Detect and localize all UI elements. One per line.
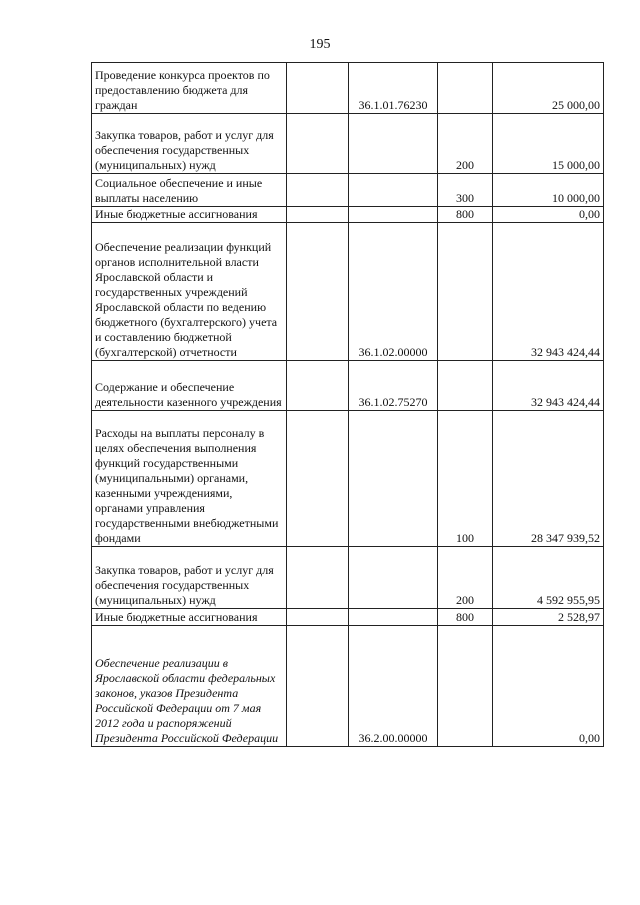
row-code: 36.1.01.76230	[349, 63, 438, 114]
row-name: Обеспечение реализации в Ярославской области федеральных законов, указов Президента Российской Федерации от 7 мая 2012 года и распоряжений Президента Российской Федерации	[92, 626, 287, 747]
row-amount: 32 943 424,44	[493, 361, 604, 411]
row-code	[349, 609, 438, 626]
row-amount: 32 943 424,44	[493, 223, 604, 361]
row-code: 36.1.02.75270	[349, 361, 438, 411]
row-type	[438, 361, 493, 411]
row-amount: 4 592 955,95	[493, 547, 604, 609]
row-code	[349, 547, 438, 609]
page-number: 195	[309, 37, 331, 52]
row-code	[349, 207, 438, 223]
row-type	[438, 626, 493, 747]
table-row	[92, 63, 604, 114]
row-type: 800	[438, 207, 493, 223]
empty-cell	[287, 114, 349, 174]
table-row	[92, 411, 604, 547]
empty-cell	[287, 361, 349, 411]
row-name: Содержание и обеспечение деятельности казенного учреждения	[92, 361, 287, 411]
table-row	[92, 361, 604, 411]
empty-cell	[287, 207, 349, 223]
row-code: 36.2.00.00000	[349, 626, 438, 747]
table-row	[92, 609, 604, 626]
table-row	[92, 626, 604, 747]
row-amount: 25 000,00	[493, 63, 604, 114]
row-amount: 0,00	[493, 207, 604, 223]
budget-table	[91, 62, 604, 747]
row-type: 200	[438, 114, 493, 174]
row-name: Иные бюджетные ассигнования	[92, 609, 287, 626]
row-code: 36.1.02.00000	[349, 223, 438, 361]
empty-cell	[287, 609, 349, 626]
row-type: 800	[438, 609, 493, 626]
row-name: Иные бюджетные ассигнования	[92, 207, 287, 223]
row-type: 200	[438, 547, 493, 609]
row-name: Расходы на выплаты персоналу в целях обеспечения выполнения функций государственными (муниципальными) органами, казенными учреждениями, органами управления государственными внебюджетными фондами	[92, 411, 287, 547]
row-name: Социальное обеспечение и иные выплаты населению	[92, 174, 287, 207]
row-name: Закупка товаров, работ и услуг для обеспечения государственных (муниципальных) нужд	[92, 547, 287, 609]
table-row	[92, 223, 604, 361]
row-name: Закупка товаров, работ и услуг для обеспечения государственных (муниципальных) нужд	[92, 114, 287, 174]
table-row	[92, 547, 604, 609]
row-amount: 15 000,00	[493, 114, 604, 174]
row-type	[438, 63, 493, 114]
row-code	[349, 411, 438, 547]
row-type	[438, 223, 493, 361]
table-row	[92, 114, 604, 174]
row-amount: 0,00	[493, 626, 604, 747]
row-amount: 10 000,00	[493, 174, 604, 207]
row-code	[349, 174, 438, 207]
row-amount: 28 347 939,52	[493, 411, 604, 547]
table-row	[92, 174, 604, 207]
table-row	[92, 207, 604, 223]
row-name: Обеспечение реализации функций органов исполнительной власти Ярославской области и государственных учреждений Ярославской области по ведению бюджетного (бухгалтерского) учета и составлению бюджетной (бухгалтерской) отчетности	[92, 223, 287, 361]
row-amount: 2 528,97	[493, 609, 604, 626]
empty-cell	[287, 174, 349, 207]
row-name: Проведение конкурса проектов по предоставлению бюджета для граждан	[92, 63, 287, 114]
empty-cell	[287, 411, 349, 547]
empty-cell	[287, 223, 349, 361]
empty-cell	[287, 626, 349, 747]
empty-cell	[287, 63, 349, 114]
empty-cell	[287, 547, 349, 609]
row-code	[349, 114, 438, 174]
row-type: 300	[438, 174, 493, 207]
row-type: 100	[438, 411, 493, 547]
